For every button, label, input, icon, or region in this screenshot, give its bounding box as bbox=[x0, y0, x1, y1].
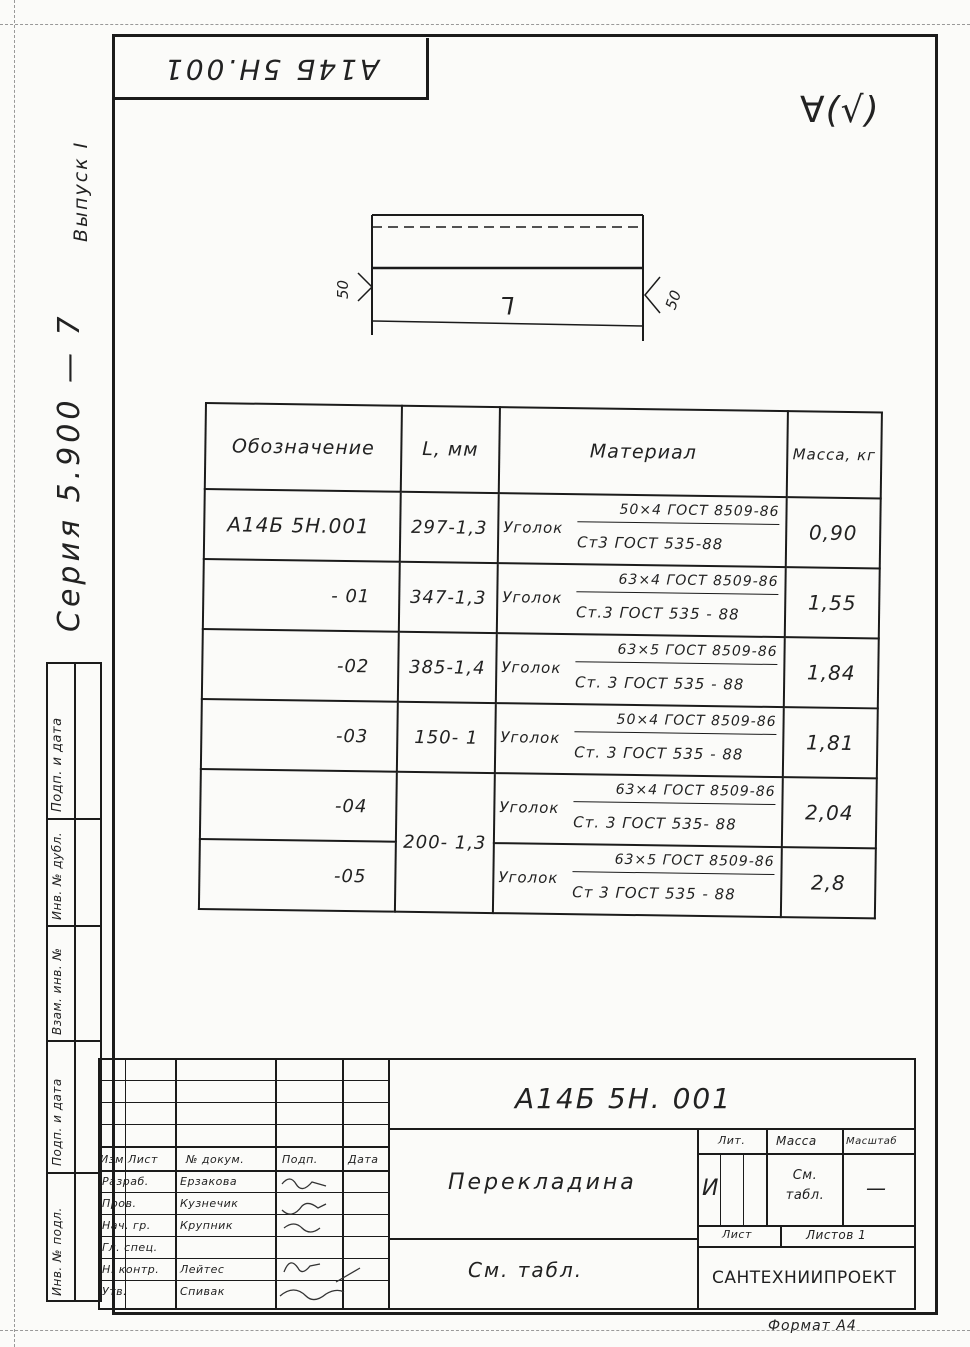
strip-label: Взам. инв. № bbox=[50, 947, 64, 1035]
strip-label: Подп. и дата bbox=[50, 1078, 64, 1166]
row-material bbox=[498, 493, 787, 567]
header-designation: Обозначение bbox=[205, 403, 402, 492]
row-length: 385-1,4 bbox=[398, 632, 497, 703]
tb-col bbox=[388, 1058, 390, 1310]
tb-role: Нач. гр. bbox=[102, 1219, 151, 1232]
row-material bbox=[495, 703, 784, 777]
tb-role: Н. контр. bbox=[102, 1263, 160, 1276]
material-prefix: Уголок bbox=[498, 868, 559, 887]
row-mass: 2,8 bbox=[781, 847, 876, 918]
table-row bbox=[204, 489, 881, 568]
dimension-label: L bbox=[500, 291, 514, 319]
tb-mass-value: См. табл. bbox=[785, 1168, 825, 1203]
row-length-merged: 200- 1,3 bbox=[395, 772, 495, 913]
material-steel: Ст. 3 ГОСТ 535- 88 bbox=[573, 813, 737, 834]
bevel-left-label: 50 bbox=[334, 279, 352, 299]
tb-col bbox=[697, 1130, 699, 1310]
material-prefix: Уголок bbox=[500, 728, 561, 747]
tb-row bbox=[98, 1124, 388, 1125]
row-material bbox=[493, 843, 782, 917]
row-length: 297-1,3 bbox=[400, 492, 499, 563]
part-sketch bbox=[320, 195, 700, 355]
material-profile: 63×4 ГОСТ 8509-86 bbox=[573, 781, 775, 805]
material-prefix: Уголок bbox=[502, 588, 563, 608]
material-prefix: Уголок bbox=[499, 798, 560, 817]
tb-role: Разраб. bbox=[102, 1175, 149, 1188]
left-strip-divider bbox=[46, 925, 102, 927]
tb-row bbox=[697, 1153, 916, 1155]
row-designation: - 01 bbox=[203, 559, 400, 632]
tb-header: Изм bbox=[100, 1153, 124, 1166]
scan-edge-left bbox=[14, 0, 15, 1347]
signatures bbox=[276, 1170, 388, 1310]
material-steel: Ст3 ГОСТ 535-88 bbox=[576, 533, 724, 554]
tb-sheets-label: Листов 1 bbox=[806, 1228, 867, 1242]
table-header-row bbox=[205, 403, 882, 498]
strip-label: Инв. № подл. bbox=[50, 1207, 64, 1296]
tb-row bbox=[98, 1080, 388, 1081]
tb-header: Дата bbox=[348, 1153, 379, 1166]
tb-scale-label: Масштаб bbox=[846, 1136, 898, 1147]
tb-row bbox=[388, 1128, 916, 1130]
row-mass: 2,04 bbox=[782, 777, 877, 848]
material-profile: 63×5 ГОСТ 8509-86 bbox=[572, 851, 774, 875]
tb-col bbox=[766, 1130, 768, 1225]
tb-header: Подп. bbox=[282, 1153, 318, 1166]
tb-row bbox=[98, 1146, 388, 1148]
row-length: 150- 1 bbox=[397, 702, 496, 773]
tb-row bbox=[388, 1238, 698, 1240]
tb-role-name: Крупник bbox=[180, 1219, 233, 1232]
strip-label: Инв. № дубл. bbox=[50, 831, 64, 920]
tb-part-name: Перекладина bbox=[448, 1170, 637, 1195]
row-designation: -04 bbox=[200, 769, 397, 842]
material-profile: 50×4 ГОСТ 8509-86 bbox=[574, 711, 776, 735]
material-profile: 63×5 ГОСТ 8509-86 bbox=[575, 641, 777, 665]
tb-role-name: Лейтес bbox=[180, 1263, 225, 1276]
tb-role-name: Ерзакова bbox=[180, 1175, 238, 1188]
tb-col bbox=[743, 1153, 744, 1225]
material-steel: Ст. 3 ГОСТ 535 - 88 bbox=[574, 743, 744, 764]
tb-row bbox=[697, 1246, 916, 1248]
header-material: Материал bbox=[499, 407, 788, 497]
tb-header: Лист bbox=[128, 1153, 158, 1166]
left-strip-divider bbox=[46, 1040, 102, 1042]
tb-header: № докум. bbox=[186, 1153, 245, 1166]
tb-sheet-label: Лист bbox=[722, 1228, 752, 1241]
tb-code: A14Б 5Н. 001 bbox=[515, 1082, 733, 1115]
tb-col bbox=[720, 1153, 721, 1225]
series-label: Серия 5.900 — 7 bbox=[52, 312, 87, 632]
tb-role: Гл. спец. bbox=[102, 1241, 158, 1254]
table-row bbox=[201, 699, 878, 778]
left-strip-divider bbox=[46, 1172, 102, 1174]
tb-material: См. табл. bbox=[468, 1258, 584, 1282]
tb-role: Утв. bbox=[102, 1285, 128, 1298]
material-profile: 50×4 ГОСТ 8509-86 bbox=[577, 501, 779, 525]
row-material bbox=[496, 633, 785, 707]
table-row bbox=[202, 629, 879, 708]
tb-scale-value: — bbox=[866, 1176, 887, 1200]
material-prefix: Уголок bbox=[501, 658, 562, 678]
tb-col bbox=[175, 1058, 177, 1310]
material-prefix: Уголок bbox=[503, 518, 564, 538]
tb-lit-label: Лит. bbox=[718, 1134, 746, 1147]
mirrored-code-stamp bbox=[115, 38, 429, 100]
tb-col bbox=[842, 1130, 844, 1225]
issue-label: Выпуск I bbox=[70, 140, 92, 242]
tb-mass-label: Масса bbox=[776, 1134, 817, 1148]
roughness-mark: ∀(√) bbox=[800, 90, 880, 131]
format-label: Формат А4 bbox=[768, 1318, 857, 1334]
specification-table bbox=[198, 402, 883, 919]
bevel-right-label: 50 bbox=[661, 287, 686, 312]
left-strip-divider bbox=[46, 818, 102, 820]
row-material bbox=[494, 773, 783, 847]
mirrored-code-text: A14Б 5Н.001 bbox=[161, 53, 380, 86]
row-length: 347-1,3 bbox=[399, 562, 498, 633]
row-designation: -02 bbox=[202, 629, 399, 702]
table-row bbox=[203, 559, 880, 638]
tb-organization: САНТЕХНИИПРОЕКТ bbox=[712, 1268, 897, 1288]
tb-lit-value: И bbox=[702, 1176, 720, 1201]
tb-role-name: Кузнечик bbox=[180, 1197, 239, 1210]
row-material bbox=[497, 563, 786, 637]
tb-role: Пров. bbox=[102, 1197, 137, 1210]
row-designation: -03 bbox=[201, 699, 398, 772]
scan-edge-top bbox=[0, 24, 970, 25]
table-row bbox=[199, 839, 876, 918]
left-strip-divider bbox=[74, 662, 76, 1302]
table-row bbox=[200, 769, 877, 848]
tb-row bbox=[697, 1225, 916, 1227]
material-profile: 63×4 ГОСТ 8509-86 bbox=[576, 571, 778, 595]
tb-col bbox=[780, 1225, 782, 1246]
row-mass: 0,90 bbox=[786, 497, 881, 568]
strip-label: Подп. и дата bbox=[50, 717, 65, 812]
row-mass: 1,55 bbox=[785, 567, 880, 638]
row-designation: -05 bbox=[199, 839, 396, 912]
tb-role-name: Спивак bbox=[180, 1285, 225, 1298]
row-mass: 1,84 bbox=[784, 637, 879, 708]
row-mass: 1,81 bbox=[783, 707, 878, 778]
material-steel: Ст.3 ГОСТ 535 - 88 bbox=[575, 603, 740, 624]
material-steel: Ст. 3 ГОСТ 535 - 88 bbox=[574, 673, 745, 694]
header-mass: Масса, кг bbox=[787, 411, 882, 498]
material-steel: Ст 3 ГОСТ 535 - 88 bbox=[572, 883, 736, 904]
tb-row bbox=[98, 1102, 388, 1103]
header-length: L, мм bbox=[401, 406, 500, 493]
row-designation: A14Б 5Н.001 bbox=[204, 489, 401, 562]
